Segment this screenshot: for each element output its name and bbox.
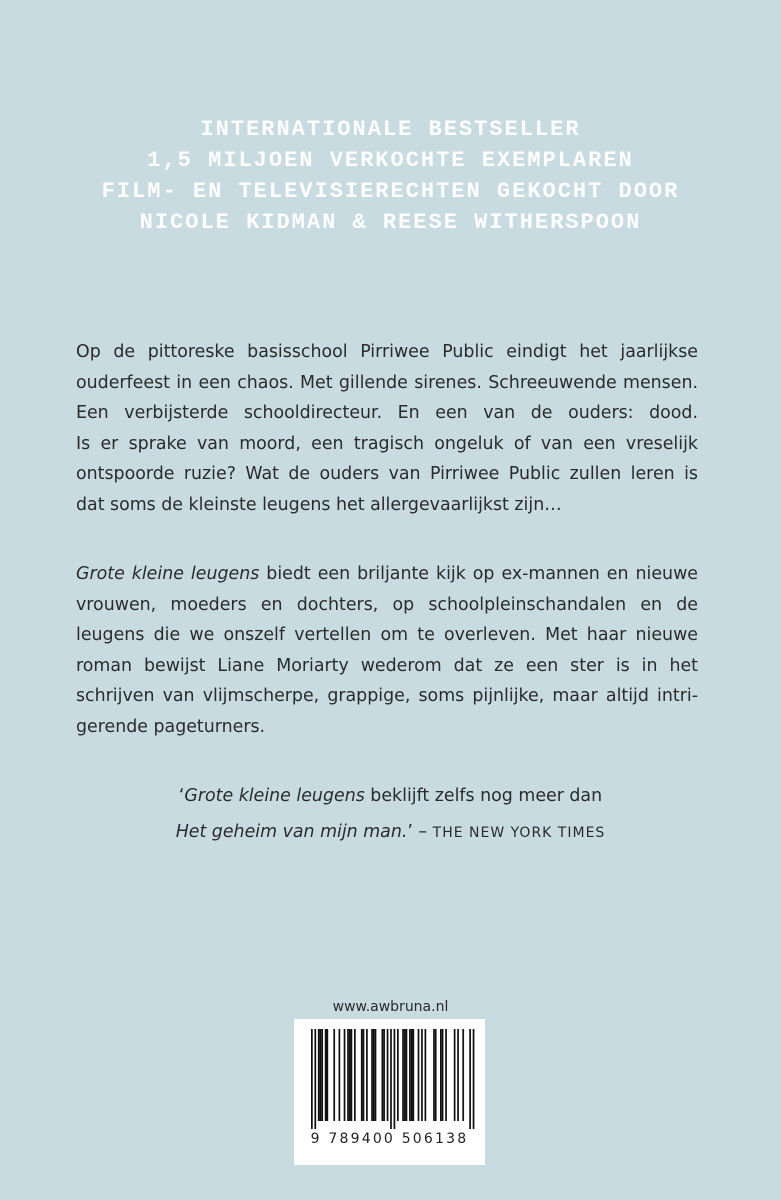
barcode-bar — [387, 1029, 389, 1121]
barcode-bar — [351, 1029, 353, 1121]
blurb-line: roman bewijst Liane Moriarty wederom dat ze een ster is in het — [76, 655, 698, 676]
barcode-bar — [371, 1029, 373, 1121]
barcode-bar — [314, 1029, 316, 1129]
quote-source: THE NEW YORK TIMES — [432, 825, 606, 841]
barcode-bar — [354, 1029, 356, 1121]
barcode — [294, 1019, 485, 1165]
blurb-line: gerende pageturners. — [76, 716, 266, 737]
barcode-bar — [318, 1029, 320, 1121]
barcode-bar — [462, 1029, 464, 1121]
barcode-bar — [421, 1029, 423, 1121]
barcode-bar — [402, 1029, 404, 1121]
barcode-bar — [333, 1029, 335, 1121]
quote-book-title: Grote kleine leugens — [184, 786, 365, 806]
barcode-bar — [404, 1029, 406, 1121]
barcode-bar — [425, 1029, 427, 1121]
barcode-bar — [390, 1029, 392, 1129]
barcode-bar — [383, 1029, 385, 1121]
barcode-bar — [363, 1029, 365, 1121]
barcode-bar — [406, 1029, 408, 1121]
header-line: 1,5 MILJOEN VERKOCHTE EXEMPLAREN — [147, 148, 634, 173]
barcode-bar — [347, 1029, 349, 1121]
blurb-line: leugens die we onszelf vertellen om te overleven. Met haar nieuwe — [76, 625, 698, 646]
blurb-line: Is er sprake van moord, een tragisch ongeluk of van een vreselijk — [76, 433, 698, 454]
blurb-line: Een verbijsterde schooldirecteur. En een van de ouders: dood. — [76, 403, 698, 424]
quote-line — [0, 814, 781, 851]
publisher-website[interactable]: www.awbruna.nl — [332, 999, 449, 1015]
barcode-bar — [440, 1029, 442, 1121]
blurb-line: vrouwen, moeders en dochters, op schoolpleinschandalen en de — [76, 594, 698, 615]
press-quote — [0, 778, 781, 851]
barcode-bar — [442, 1029, 444, 1121]
barcode-bar — [321, 1029, 323, 1121]
barcode-bar — [409, 1029, 411, 1121]
barcode-bar — [469, 1029, 471, 1129]
barcode-bar — [454, 1029, 456, 1121]
barcode-bar — [457, 1029, 459, 1121]
barcode-bars — [303, 1029, 476, 1129]
quote-close-mark: ’ – — [407, 822, 433, 842]
blurb-paragraph-2 — [76, 559, 698, 743]
barcode-bar — [361, 1029, 363, 1121]
barcode-bar — [320, 1029, 322, 1121]
barcode-bar — [473, 1029, 475, 1129]
barcode-bar — [349, 1029, 351, 1121]
barcode-bar — [373, 1029, 375, 1121]
quote-line — [0, 778, 781, 814]
barcode-bar — [325, 1029, 327, 1121]
blurb-line: ontspoorde ruzie? Wat de ouders van Pirriwee Public zullen leren is — [76, 464, 698, 485]
barcode-bar — [366, 1029, 368, 1121]
blurb-line-rest: biedt een briljante kijk op ex-mannen en nieuwe — [259, 564, 698, 584]
header-line: INTERNATIONALE BESTSELLER — [200, 117, 581, 142]
blurb-line: schrijven van vlijmscherpe, grappige, soms pijnlijke, maar altijd intri- — [76, 686, 698, 707]
blurb-line: dat soms de kleinste leugens het allergevaarlijkst zijn… — [76, 494, 562, 515]
isbn-number: 9 789400 506138 — [310, 1131, 469, 1147]
blurb-line — [76, 559, 698, 590]
blurb-paragraph-1 — [76, 337, 698, 521]
blurb-line: ouderfeest in een chaos. Met gillende sirenes. Schreeuwende mensen. — [76, 372, 698, 393]
quote-other-title: Het geheim van mijn man. — [175, 822, 408, 842]
book-title: Grote kleine leugens — [76, 564, 260, 584]
barcode-bar — [339, 1029, 341, 1121]
quote-text: beklijft zelfs nog meer dan — [364, 786, 603, 806]
header-line: NICOLE KIDMAN & REESE WITHERSPOON — [139, 210, 642, 235]
cover-header — [0, 114, 781, 238]
barcode-bar — [418, 1029, 420, 1121]
barcode-bar — [311, 1029, 313, 1129]
barcode-bar — [326, 1029, 328, 1121]
quote-open-mark: ‘ — [178, 786, 185, 806]
header-line: FILM- EN TELEVISIERECHTEN GEKOCHT DOOR — [101, 179, 680, 204]
barcode-bar — [375, 1029, 377, 1121]
barcode-bar — [412, 1029, 414, 1121]
barcode-bar — [382, 1029, 384, 1121]
barcode-bar — [394, 1029, 396, 1129]
barcode-bar — [433, 1029, 435, 1121]
barcode-bar — [397, 1029, 399, 1121]
blurb-line: Op de pittoreske basisschool Pirriwee Public eindigt het jaarlijkse — [76, 342, 698, 362]
barcode-bar — [411, 1029, 413, 1121]
barcode-bar — [344, 1029, 346, 1121]
barcode-bar — [445, 1029, 447, 1121]
barcode-bar — [435, 1029, 437, 1121]
